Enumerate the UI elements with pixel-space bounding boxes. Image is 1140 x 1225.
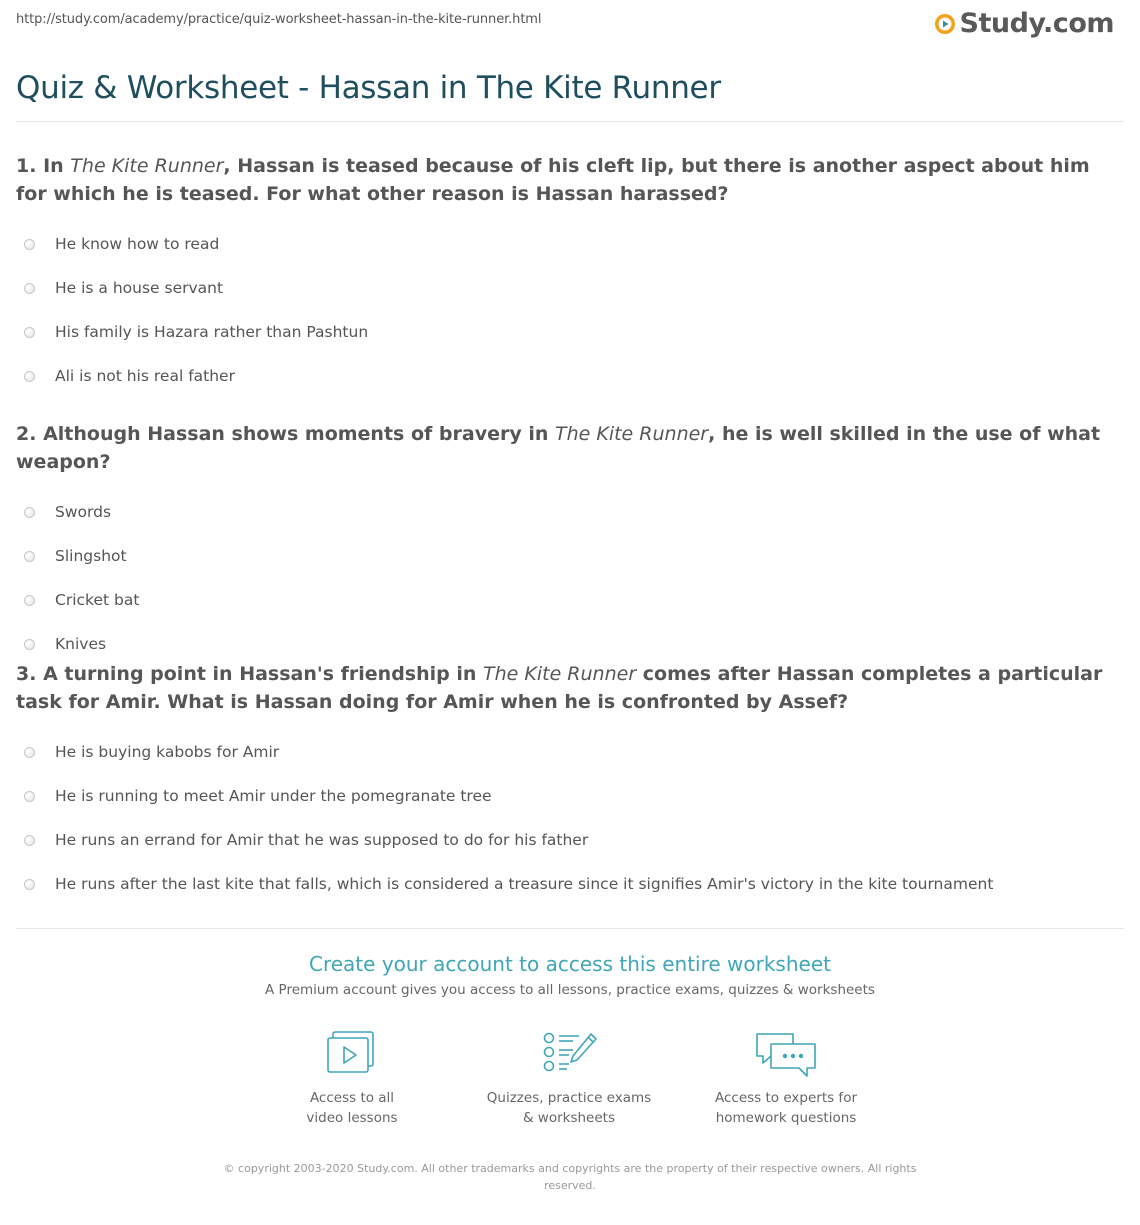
answer-option[interactable] — [16, 222, 1126, 266]
answer-option[interactable] — [16, 534, 1126, 578]
answer-label: Slingshot — [55, 547, 127, 565]
cta-divider — [16, 928, 1124, 929]
radio-button[interactable] — [24, 595, 35, 606]
radio-button[interactable] — [24, 507, 35, 518]
answer-label: He is a house servant — [55, 279, 224, 297]
question-1 — [16, 152, 1126, 398]
answer-label: He runs an errand for Amir that he was supposed to do for his father — [55, 831, 589, 849]
answer-label: Swords — [55, 503, 112, 521]
feature-label: Quizzes, practice exams & worksheets — [486, 1090, 652, 1126]
answer-option[interactable] — [16, 490, 1126, 534]
radio-button[interactable] — [24, 371, 35, 382]
question-text: 2. Although Hassan shows moments of bravery in The Kite Runner, he is well skilled in the use of what weapon? — [16, 423, 1101, 473]
answer-option[interactable] — [16, 730, 1126, 774]
feature-label: Access to experts for homework questions — [714, 1090, 857, 1126]
feature-quizzes — [479, 1030, 659, 1128]
answer-label: Ali is not his real father — [55, 367, 235, 385]
radio-button[interactable] — [24, 639, 35, 650]
video-lessons-icon — [325, 1030, 379, 1076]
copyright-notice: © copyright 2003-2020 Study.com. All other trademarks and copyrights are the property of their respective owners. All rights reserved. — [223, 1162, 917, 1192]
radio-button[interactable] — [24, 747, 35, 758]
quiz-checklist-icon — [539, 1030, 599, 1076]
answer-option[interactable] — [16, 818, 1126, 862]
answer-option[interactable] — [16, 774, 1126, 818]
answer-label: He runs after the last kite that falls, which is considered a treasure since it signifies Amir's victory in the kite tournament — [55, 875, 994, 893]
question-text: 1. In The Kite Runner, Hassan is teased because of his cleft lip, but there is another aspect about him for which he is teased. For what other reason is Hassan harassed? — [16, 155, 1090, 205]
radio-button[interactable] — [24, 551, 35, 562]
question-text: 3. A turning point in Hassan's friendship in The Kite Runner comes after Hassan completes a particular task for Amir. What is Hassan doing for Amir when he is confronted by Assef? — [16, 663, 1103, 713]
feature-experts — [696, 1030, 876, 1128]
radio-button[interactable] — [24, 835, 35, 846]
radio-button[interactable] — [24, 791, 35, 802]
title-divider — [16, 121, 1124, 122]
radio-button[interactable] — [24, 327, 35, 338]
answer-option[interactable] — [16, 862, 1126, 906]
page-url: http://study.com/academy/practice/quiz-worksheet-hassan-in-the-kite-runner.html — [16, 12, 542, 27]
answer-option[interactable] — [16, 354, 1126, 398]
radio-button[interactable] — [24, 239, 35, 250]
answer-option[interactable] — [16, 266, 1126, 310]
logo-text: Study.com — [959, 8, 1114, 39]
answer-option[interactable] — [16, 310, 1126, 354]
answer-label: Knives — [55, 635, 107, 653]
question-2 — [16, 420, 1126, 666]
cta-title[interactable]: Create your account to access this entire worksheet — [309, 952, 831, 976]
page-title: Quiz & Worksheet - Hassan in The Kite Runner — [16, 70, 721, 106]
feature-label: Access to all video lessons — [306, 1090, 398, 1126]
cta-subtitle: A Premium account gives you access to all lessons, practice exams, quizzes & worksheets — [265, 982, 875, 998]
play-circle-icon — [934, 13, 956, 35]
answer-label: He know how to read — [55, 235, 220, 253]
radio-button[interactable] — [24, 283, 35, 294]
study-logo[interactable] — [934, 8, 1114, 39]
answer-label: He is running to meet Amir under the pomegranate tree — [55, 787, 492, 805]
chat-bubbles-icon — [753, 1030, 819, 1082]
question-3 — [16, 660, 1126, 906]
answer-label: Cricket bat — [55, 591, 140, 609]
answer-option[interactable] — [16, 578, 1126, 622]
radio-button[interactable] — [24, 879, 35, 890]
answer-label: His family is Hazara rather than Pashtun — [55, 323, 369, 341]
feature-video-lessons — [262, 1030, 442, 1128]
answer-label: He is buying kabobs for Amir — [55, 743, 280, 761]
